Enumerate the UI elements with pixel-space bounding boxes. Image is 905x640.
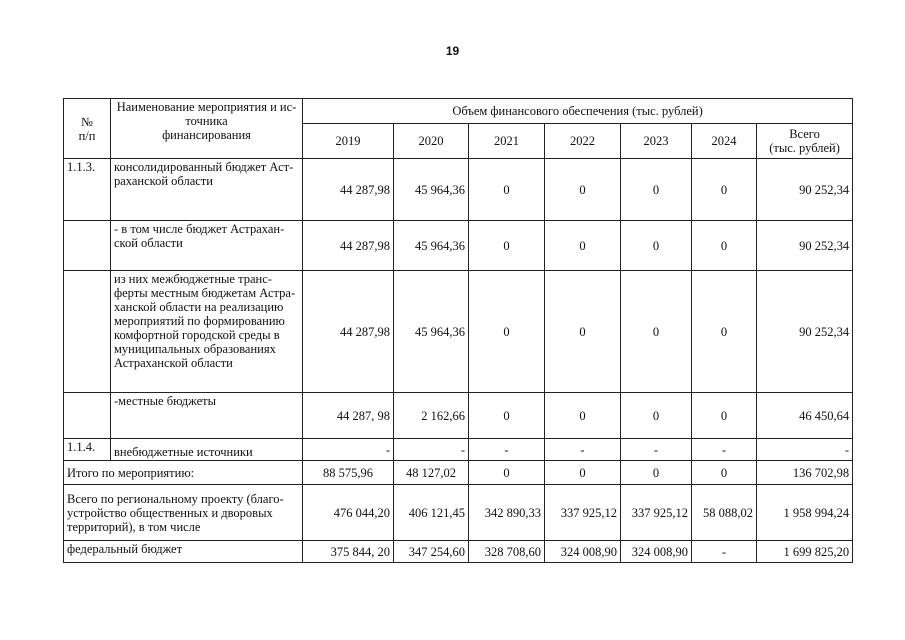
header-year: 2022 (545, 124, 621, 159)
value-cell: 0 (469, 221, 545, 271)
value-cell: 1 958 994,24 (757, 485, 853, 541)
row-number-cell (64, 221, 111, 271)
row-name-line: Астраханской области (114, 356, 233, 370)
value-cell: 0 (545, 461, 621, 485)
value-cell: 337 925,12 (621, 485, 692, 541)
row-name-line: ферты местным бюджетам Астра- (114, 286, 296, 300)
value-cell: - (469, 439, 545, 461)
value-cell: 45 964,36 (394, 221, 469, 271)
value-cell: 342 890,33 (469, 485, 545, 541)
value-cell: 0 (469, 159, 545, 221)
table-row (64, 221, 853, 271)
value-cell: - (757, 439, 853, 461)
value-cell: 328 708,60 (469, 541, 545, 563)
value-cell: 0 (469, 461, 545, 485)
row-name-cell (111, 439, 303, 461)
row-name-line: мероприятий по формированию (114, 314, 285, 328)
value-cell: 0 (545, 393, 621, 439)
value-cell: 58 088,02 (692, 485, 757, 541)
summary-row (64, 461, 853, 485)
summary-name-line: федеральный бюджет (67, 542, 183, 556)
value-cell: 44 287,98 (303, 271, 394, 393)
value-cell: 88 575,96 (303, 461, 394, 485)
row-name-line: ханской области на реализацию (114, 300, 284, 314)
value-cell: 476 044,20 (303, 485, 394, 541)
value-cell: 90 252,34 (757, 271, 853, 393)
value-cell: 44 287, 98 (303, 393, 394, 439)
row-number-cell (64, 271, 111, 393)
row-name-line: ской области (114, 236, 183, 250)
header-num-line1: № (81, 114, 93, 129)
summary-row (64, 485, 853, 541)
header-year: 2023 (621, 124, 692, 159)
header-row (64, 99, 853, 124)
row-name-line: муниципальных образованиях (114, 342, 276, 356)
value-cell: - (303, 439, 394, 461)
value-cell: - (692, 541, 757, 563)
header-year: 2021 (469, 124, 545, 159)
header-name-cell (111, 99, 303, 159)
row-name-line: комфортной городской среды в (114, 328, 280, 342)
table-row (64, 439, 853, 461)
header-name-line2: точника (185, 114, 228, 128)
table-row (64, 159, 853, 221)
value-cell: 0 (621, 221, 692, 271)
header-num-line2: п/п (78, 128, 96, 143)
value-cell: 45 964,36 (394, 271, 469, 393)
summary-name-line: Итого по мероприятию: (67, 465, 195, 480)
row-number-cell: 1.1.4. (64, 439, 111, 461)
value-cell: 90 252,34 (757, 159, 853, 221)
page-number: 19 (445, 44, 460, 58)
summary-name-cell (64, 485, 303, 541)
value-cell: 406 121,45 (394, 485, 469, 541)
row-name-line: -местные бюджеты (114, 394, 217, 408)
value-cell: 46 450,64 (757, 393, 853, 439)
header-year: 2019 (303, 124, 394, 159)
value-cell: 48 127,02 (394, 461, 469, 485)
value-cell: 0 (692, 271, 757, 393)
header-year: 2024 (692, 124, 757, 159)
value-cell: 136 702,98 (757, 461, 853, 485)
row-name-line: - в том числе бюджет Астрахан- (114, 222, 285, 236)
value-cell: 0 (469, 271, 545, 393)
header-year: 2020 (394, 124, 469, 159)
header-total-cell (757, 124, 853, 159)
value-cell: 0 (545, 271, 621, 393)
value-cell: 0 (545, 159, 621, 221)
row-name-line: из них межбюджетные транс- (114, 272, 272, 286)
value-cell: - (394, 439, 469, 461)
row-name-cell (111, 271, 303, 393)
summary-row (64, 541, 853, 563)
value-cell: 0 (692, 461, 757, 485)
value-cell: 1 699 825,20 (757, 541, 853, 563)
row-name-cell (111, 393, 303, 439)
summary-name-cell (64, 461, 303, 485)
table-row (64, 393, 853, 439)
value-cell: 0 (621, 393, 692, 439)
value-cell: 44 287,98 (303, 159, 394, 221)
header-total-line1: Всего (789, 127, 820, 141)
row-name-cell (111, 159, 303, 221)
value-cell: 0 (469, 393, 545, 439)
row-name-line: раханской области (114, 174, 213, 188)
header-total-line2: (тыс. рублей) (769, 141, 840, 155)
summary-name-cell (64, 541, 303, 563)
value-cell: 45 964,36 (394, 159, 469, 221)
summary-name-line: устройство общественных и дворовых (67, 505, 273, 520)
summary-name-line: территорий), в том числе (67, 519, 201, 534)
row-number-cell (64, 393, 111, 439)
header-volume-title: Объем финансового обеспечения (тыс. рублей) (303, 99, 853, 124)
value-cell: 0 (692, 221, 757, 271)
value-cell: 347 254,60 (394, 541, 469, 563)
value-cell: 0 (692, 159, 757, 221)
row-name-cell (111, 221, 303, 271)
financing-table (63, 98, 853, 563)
value-cell: - (692, 439, 757, 461)
value-cell: 324 008,90 (545, 541, 621, 563)
header-name-line1: Наименование мероприятия и ис- (116, 100, 297, 114)
value-cell: 44 287,98 (303, 221, 394, 271)
value-cell: 375 844, 20 (303, 541, 394, 563)
value-cell: 0 (545, 221, 621, 271)
value-cell: - (545, 439, 621, 461)
header-num-cell (64, 99, 111, 159)
value-cell: 2 162,66 (394, 393, 469, 439)
summary-name-line: Всего по региональному проекту (благо- (67, 491, 284, 506)
header-name-line3: финансирования (162, 128, 251, 142)
row-number-cell: 1.1.3. (64, 159, 111, 221)
value-cell: 324 008,90 (621, 541, 692, 563)
value-cell: 0 (621, 271, 692, 393)
value-cell: 0 (621, 461, 692, 485)
value-cell: 337 925,12 (545, 485, 621, 541)
row-name-line: консолидированный бюджет Аст- (114, 160, 294, 174)
row-name-line: внебюджетные источники (114, 445, 253, 459)
table-row (64, 271, 853, 393)
value-cell: 90 252,34 (757, 221, 853, 271)
value-cell: 0 (621, 159, 692, 221)
value-cell: - (621, 439, 692, 461)
value-cell: 0 (692, 393, 757, 439)
